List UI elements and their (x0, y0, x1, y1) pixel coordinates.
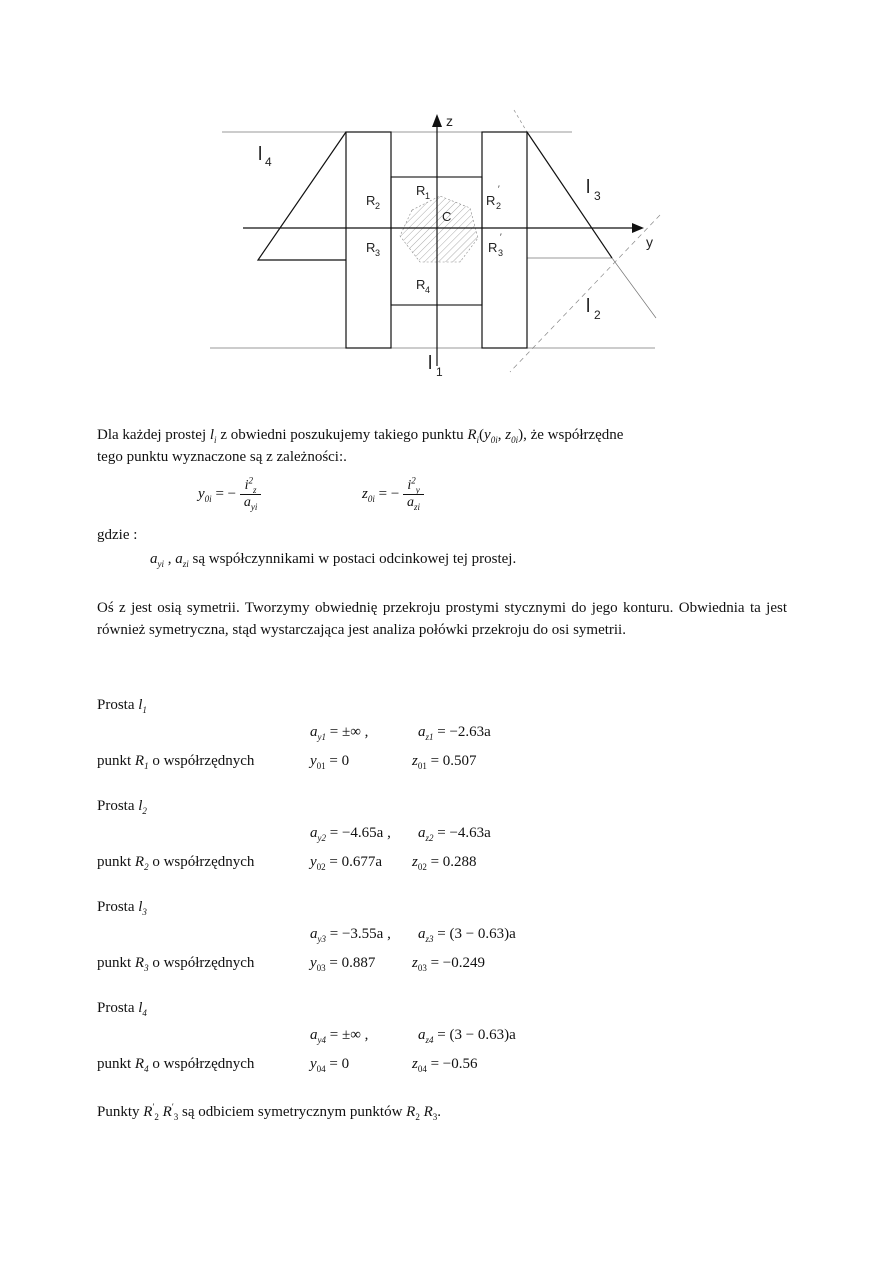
label-l2-sub: 2 (594, 308, 601, 322)
label-l1: l (428, 353, 433, 374)
label-r1: R (416, 183, 426, 198)
coord-y0: $y_{02} = 0.677a$ (310, 854, 383, 872)
coord-z0: $z_{01} = 0.507$ (412, 753, 477, 771)
coef-az: $a_{z2} = -4.63a$ (418, 825, 491, 843)
coord-y0: $y_{01} = 0$ (310, 753, 350, 771)
label-l4: l (258, 144, 263, 165)
label-r2-prime-sub: 2 (496, 201, 502, 211)
label-r1-sub: 1 (425, 191, 431, 201)
label-r2-sub: 2 (375, 201, 381, 211)
gdzie-label: gdzie : (97, 527, 138, 543)
label-r2: R (366, 193, 376, 208)
label-r4: R (416, 277, 426, 292)
y-axis-label: y (646, 234, 653, 250)
label-l3-sub: 3 (594, 189, 601, 203)
formula-y0i: $y_{0i}$ = − $\frac{i^2_z}{a_{yi}}$ (198, 478, 261, 511)
label-r3-prime: R (488, 240, 498, 255)
cross-section-diagram (0, 0, 893, 400)
l3-extension (514, 110, 527, 132)
label-r3-prime-mark: ′ (500, 232, 502, 242)
z-axis-arrow (432, 114, 442, 127)
punkt-label: punkt $R_1$ o współrzędnych (97, 753, 255, 771)
core-polygon (400, 196, 478, 262)
coef-ay: $a_{y1}$ = ±∞ , (310, 724, 369, 742)
label-r3-prime-sub: 3 (498, 248, 504, 258)
punkt-label: punkt $R_2$ o współrzędnych (97, 854, 255, 872)
formula-z0i: $z_{0i}$ = − $\frac{i^2_y}{a_{zi}}$ (362, 478, 424, 511)
prosta-title: Prosta $l_4$ (97, 1000, 147, 1018)
prosta-title: Prosta $l_3$ (97, 899, 147, 917)
coord-z0: $z_{04} = -0.56$ (412, 1056, 478, 1074)
coef-ay: $a_{y3} = -3.55a$ , (310, 926, 391, 944)
label-l4-sub: 4 (265, 155, 272, 169)
intro-paragraph: Dla każdej prostej $l_i$ z obwiedni poszukujemy takiego punktu $R_i(y_{0i}$, $z_{0i}$), że współrzędne tego punktu wyznaczone są z zależności:. (97, 424, 787, 468)
label-centroid: C (442, 209, 452, 224)
coef-az: $a_{z1} = -2.63a$ (418, 724, 491, 742)
label-r3-sub: 3 (375, 248, 381, 258)
coord-z0: $z_{02} = 0.288$ (412, 854, 477, 872)
z-axis-label: z (446, 113, 453, 129)
punkt-label: punkt $R_4$ o współrzędnych (97, 1056, 255, 1074)
prosta-title: Prosta $l_1$ (97, 697, 147, 715)
prosta-title: Prosta $l_2$ (97, 798, 147, 816)
l3-extension-lower (612, 258, 656, 318)
coef-az: $a_{z4} = (3 - 0.63)a$ (418, 1027, 516, 1045)
y-axis-arrow (632, 223, 644, 233)
coef-ay: $a_{y2} = -4.65a$ , (310, 825, 391, 843)
intro-line-2: tego punktu wyznaczone są z zależności:. (97, 449, 347, 465)
label-l2: l (586, 296, 591, 317)
coord-y0: $y_{03} = 0.887$ (310, 955, 376, 973)
label-r2-prime-mark: ′ (498, 184, 500, 194)
final-sentence: Punkty $R'_2$ $R'_3$ są odbiciem symetrycznym punktów $R_2$ $R_3$. (97, 1102, 442, 1122)
label-l1-sub: 1 (436, 365, 443, 379)
symmetry-paragraph: Oś z jest osią symetrii. Tworzymy obwiednię przekroju prostymi stycznymi do jego konturu. Obwiednia ta jest również symetryczna, stąd wystarczająca jest analiza połówki przekroju do osi symetrii. (97, 600, 787, 638)
tangent-line-l2 (510, 215, 660, 372)
coord-y0: $y_{04} = 0$ (310, 1056, 350, 1074)
coef-ay: $a_{y4}$ = ±∞ , (310, 1027, 369, 1045)
punkt-label: punkt $R_3$ o współrzędnych (97, 955, 255, 973)
label-l3: l (586, 177, 591, 198)
label-r3: R (366, 240, 376, 255)
label-r2-prime: R (486, 193, 496, 208)
coefficients-description: $a_{yi}$ , $a_{zi}$ są współczynnikami w postaci odcinkowej tej prostej. (150, 551, 517, 569)
label-r4-sub: 4 (425, 285, 431, 295)
coef-az: $a_{z3} = (3 - 0.63)a$ (418, 926, 516, 944)
coord-z0: $z_{03} = -0.249$ (412, 955, 486, 973)
tangent-line-l4 (258, 132, 346, 260)
